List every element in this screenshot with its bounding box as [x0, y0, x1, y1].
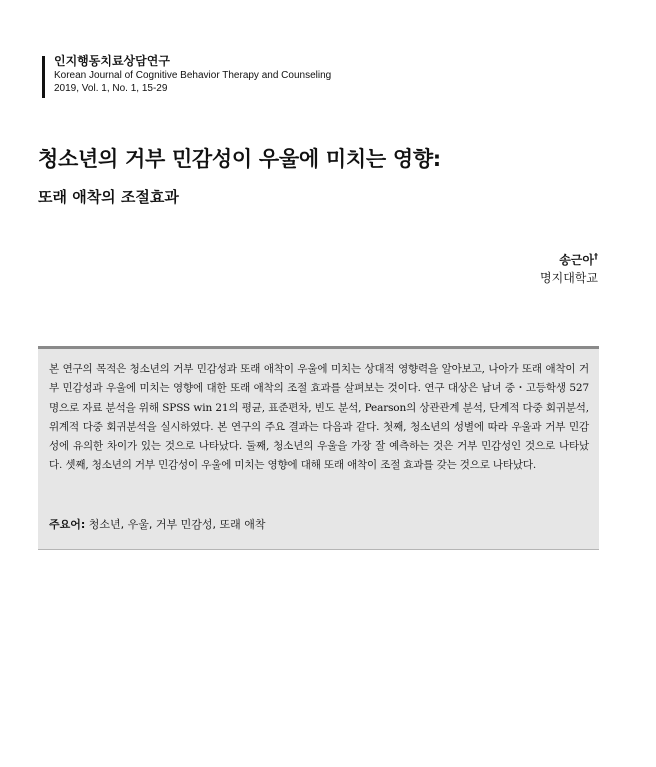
paper-title: 청소년의 거부 민감성이 우울에 미치는 영향:	[38, 147, 441, 171]
keywords-label: 주요어:	[49, 518, 86, 531]
author-block	[540, 248, 598, 287]
abstract-box	[38, 346, 599, 550]
keywords	[49, 516, 266, 532]
keywords-values: 청소년, 우울, 거부 민감성, 또래 애착	[88, 518, 266, 531]
journal-name-english: Korean Journal of Cognitive Behavior Therapy and Counseling	[54, 70, 332, 81]
author-name-line	[540, 248, 598, 269]
journal-accent-bar	[42, 56, 45, 98]
journal-issue: 2019, Vol. 1, No. 1, 15-29	[54, 83, 168, 94]
author-mark: †	[594, 252, 598, 261]
author-affiliation: 명지대학교	[540, 271, 598, 285]
journal-header	[42, 54, 331, 95]
author-name: 송근아	[559, 253, 594, 267]
paper-subtitle: 또래 애착의 조절효과	[38, 188, 179, 206]
abstract-text: 본 연구의 목적은 청소년의 거부 민감성과 또래 애착이 우울에 미치는 상대적 영향력을 알아보고, 나아가 또래 애착이 거부 민감성과 우울에 미치는 영향에 대한 또래 애착의 조절 효과를 살펴보는 것이다. 연구 대상은 남녀 중・고등학생 527명으로 자료 분석을 위해 SPSS win 21의 평균, 표준편차, 빈도 분석, Pearson의 상관관계 분석, 단계적 다중 회귀분석, 위계적 다중 회귀분석을 실시하였다. 본 연구의 주요 결과는 다음과 같다. 첫째, 청소년의 성별에 따라 우울과 거부 민감성에 유의한 차이가 있는 것으로 나타났다. 둘째, 청소년의 우울을 가장 잘 예측하는 것은 거부 민감성인 것으로 나타났다. 셋째, 청소년의 거부 민감성이 우울에 미치는 영향에 대해 또래 애착이 조절 효과를 갖는 것으로 나타났다.	[49, 363, 589, 472]
journal-name-korean: 인지행동치료상담연구	[54, 54, 170, 68]
